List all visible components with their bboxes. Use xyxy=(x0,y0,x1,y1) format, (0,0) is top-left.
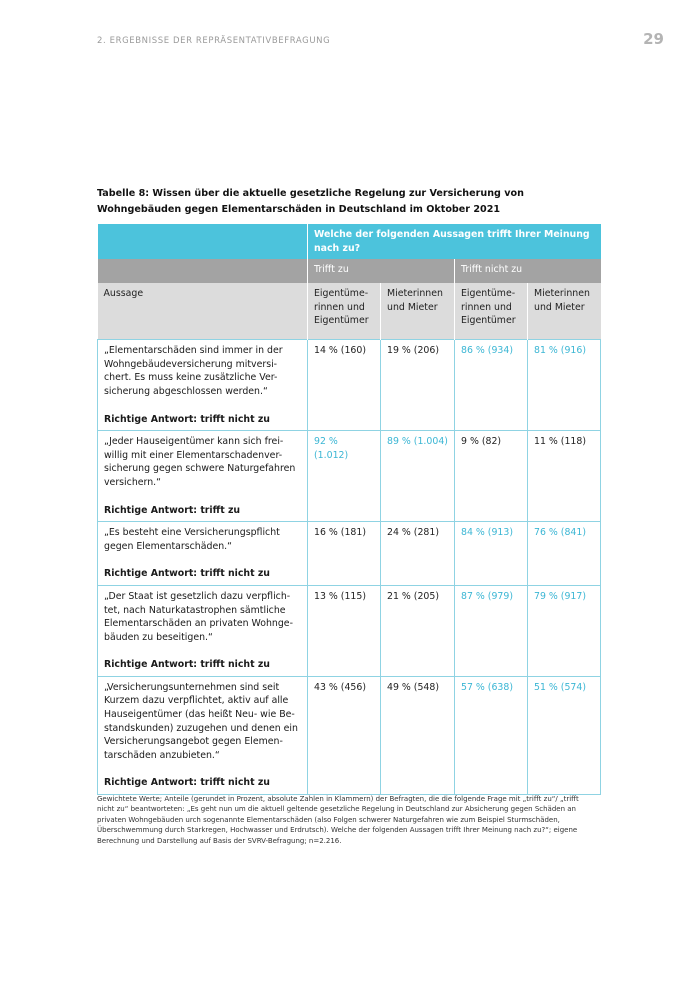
column-header-row xyxy=(98,283,601,340)
header-empty-cell xyxy=(98,224,308,259)
statement-text: „Elementarschäden sind immer in der Wohngebäudeversicherung mitversi-chert. Es muss keine zusätzliche Ver-sicherung abgeschlossen werden.“ xyxy=(104,345,283,397)
value-true-owners: 14 % (160) xyxy=(308,340,381,431)
statement-text: „Es besteht eine Versicherungspflicht gegen Elementarschäden.“ xyxy=(104,527,280,552)
statement-cell xyxy=(98,431,308,522)
value-false-tenants: 76 % (841) xyxy=(528,522,601,586)
value-false-owners: 87 % (979) xyxy=(455,585,528,676)
group-header-false: Trifft nicht zu xyxy=(455,259,601,283)
table-row xyxy=(98,431,601,522)
statement-text: „Versicherungsunternehmen sind seit Kurzem dazu verpflichtet, aktiv auf alle Hauseigentümer (das heißt Neu- wie Be-standskunden) zuzugehen und denen ein Versicherungsangebot gegen Elemen-tarschäden anzubieten.“ xyxy=(104,681,298,761)
correct-answer: Richtige Antwort: trifft nicht zu xyxy=(104,568,270,580)
column-header-owners-true: Eigentüme-rinnen und Eigentümer xyxy=(308,283,381,340)
results-table xyxy=(97,224,601,795)
table-row xyxy=(98,585,601,676)
value-true-owners: 43 % (456) xyxy=(308,676,381,794)
column-header-tenants-true: Mieterinnen und Mieter xyxy=(381,283,455,340)
table-row xyxy=(98,340,601,431)
value-true-tenants: 24 % (281) xyxy=(381,522,455,586)
statement-cell xyxy=(98,585,308,676)
value-true-owners: 16 % (181) xyxy=(308,522,381,586)
statement-text: „Jeder Hauseigentümer kann sich frei-willig mit einer Elementarschadenver-sicherung gegen schwere Naturgefahren versichern.“ xyxy=(104,436,296,488)
value-true-owners: 92 % (1.012) xyxy=(308,431,381,522)
question-header-row xyxy=(98,224,601,259)
correct-answer: Richtige Antwort: trifft nicht zu xyxy=(104,659,270,671)
column-header-owners-false: Eigentüme-rinnen und Eigentümer xyxy=(455,283,528,340)
statement-cell xyxy=(98,340,308,431)
statement-cell xyxy=(98,676,308,794)
table-caption: Tabelle 8: Wissen über die aktuelle gesetzliche Regelung zur Versicherung von Wohngebäuden gegen Elementarschäden in Deutschland im Oktober 2021 xyxy=(97,188,524,215)
value-true-tenants: 49 % (548) xyxy=(381,676,455,794)
table-row xyxy=(98,676,601,794)
question-header: Welche der folgenden Aussagen trifft Ihrer Meinung nach zu? xyxy=(308,224,601,259)
value-true-owners: 13 % (115) xyxy=(308,585,381,676)
value-false-tenants: 11 % (118) xyxy=(528,431,601,522)
running-title: 2. ERGEBNISSE DER REPRÄSENTATIVBEFRAGUNG xyxy=(97,36,331,46)
value-false-tenants: 81 % (916) xyxy=(528,340,601,431)
value-false-owners: 9 % (82) xyxy=(455,431,528,522)
value-false-tenants: 79 % (917) xyxy=(528,585,601,676)
value-false-owners: 84 % (913) xyxy=(455,522,528,586)
value-false-owners: 86 % (934) xyxy=(455,340,528,431)
statement-cell xyxy=(98,522,308,586)
group-header-true: Trifft zu xyxy=(308,259,455,283)
value-true-tenants: 89 % (1.004) xyxy=(381,431,455,522)
value-true-tenants: 19 % (206) xyxy=(381,340,455,431)
value-false-tenants: 51 % (574) xyxy=(528,676,601,794)
column-header-tenants-false: Mieterinnen und Mieter xyxy=(528,283,601,340)
header-empty-cell xyxy=(98,259,308,283)
correct-answer: Richtige Antwort: trifft nicht zu xyxy=(104,413,270,425)
value-false-owners: 57 % (638) xyxy=(455,676,528,794)
group-header-row xyxy=(98,259,601,283)
correct-answer: Richtige Antwort: trifft zu xyxy=(104,504,241,516)
table-footnote: Gewichtete Werte; Anteile (gerundet in Prozent, absolute Zahlen in Klammern) der Befragten, die die folgende Frage mit „trifft zu“/ „trifft nicht zu“ beantworteten: „Es geht nun um die aktuell geltende gesetzliche Regelung in Deutschland zur Absicherung gegen Schäden an privaten Wohngebäuden urch sogenannte Elementarschäden (also Folgen schwerer Naturgefahren wie zum Beispiel Sturmschäden, Überschwemmung durch Starkregen, Hochwasser und Erdrutsch). Welche der folgenden Aussagen trifft Ihrer Meinung nach zu?“; eigene Berechnung und Darstellung auf Basis der SVRV-Befragung; n=2.216. xyxy=(97,795,579,845)
column-header-statement: Aussage xyxy=(98,283,308,340)
value-true-tenants: 21 % (205) xyxy=(381,585,455,676)
statement-text: „Der Staat ist gesetzlich dazu verpflich-tet, nach Naturkatastrophen sämtliche Elementarschäden an privaten Wohnge-bäuden zu beseitigen.“ xyxy=(104,590,293,643)
correct-answer: Richtige Antwort: trifft nicht zu xyxy=(104,777,270,789)
page-number: 29 xyxy=(643,30,664,48)
table-row xyxy=(98,522,601,586)
